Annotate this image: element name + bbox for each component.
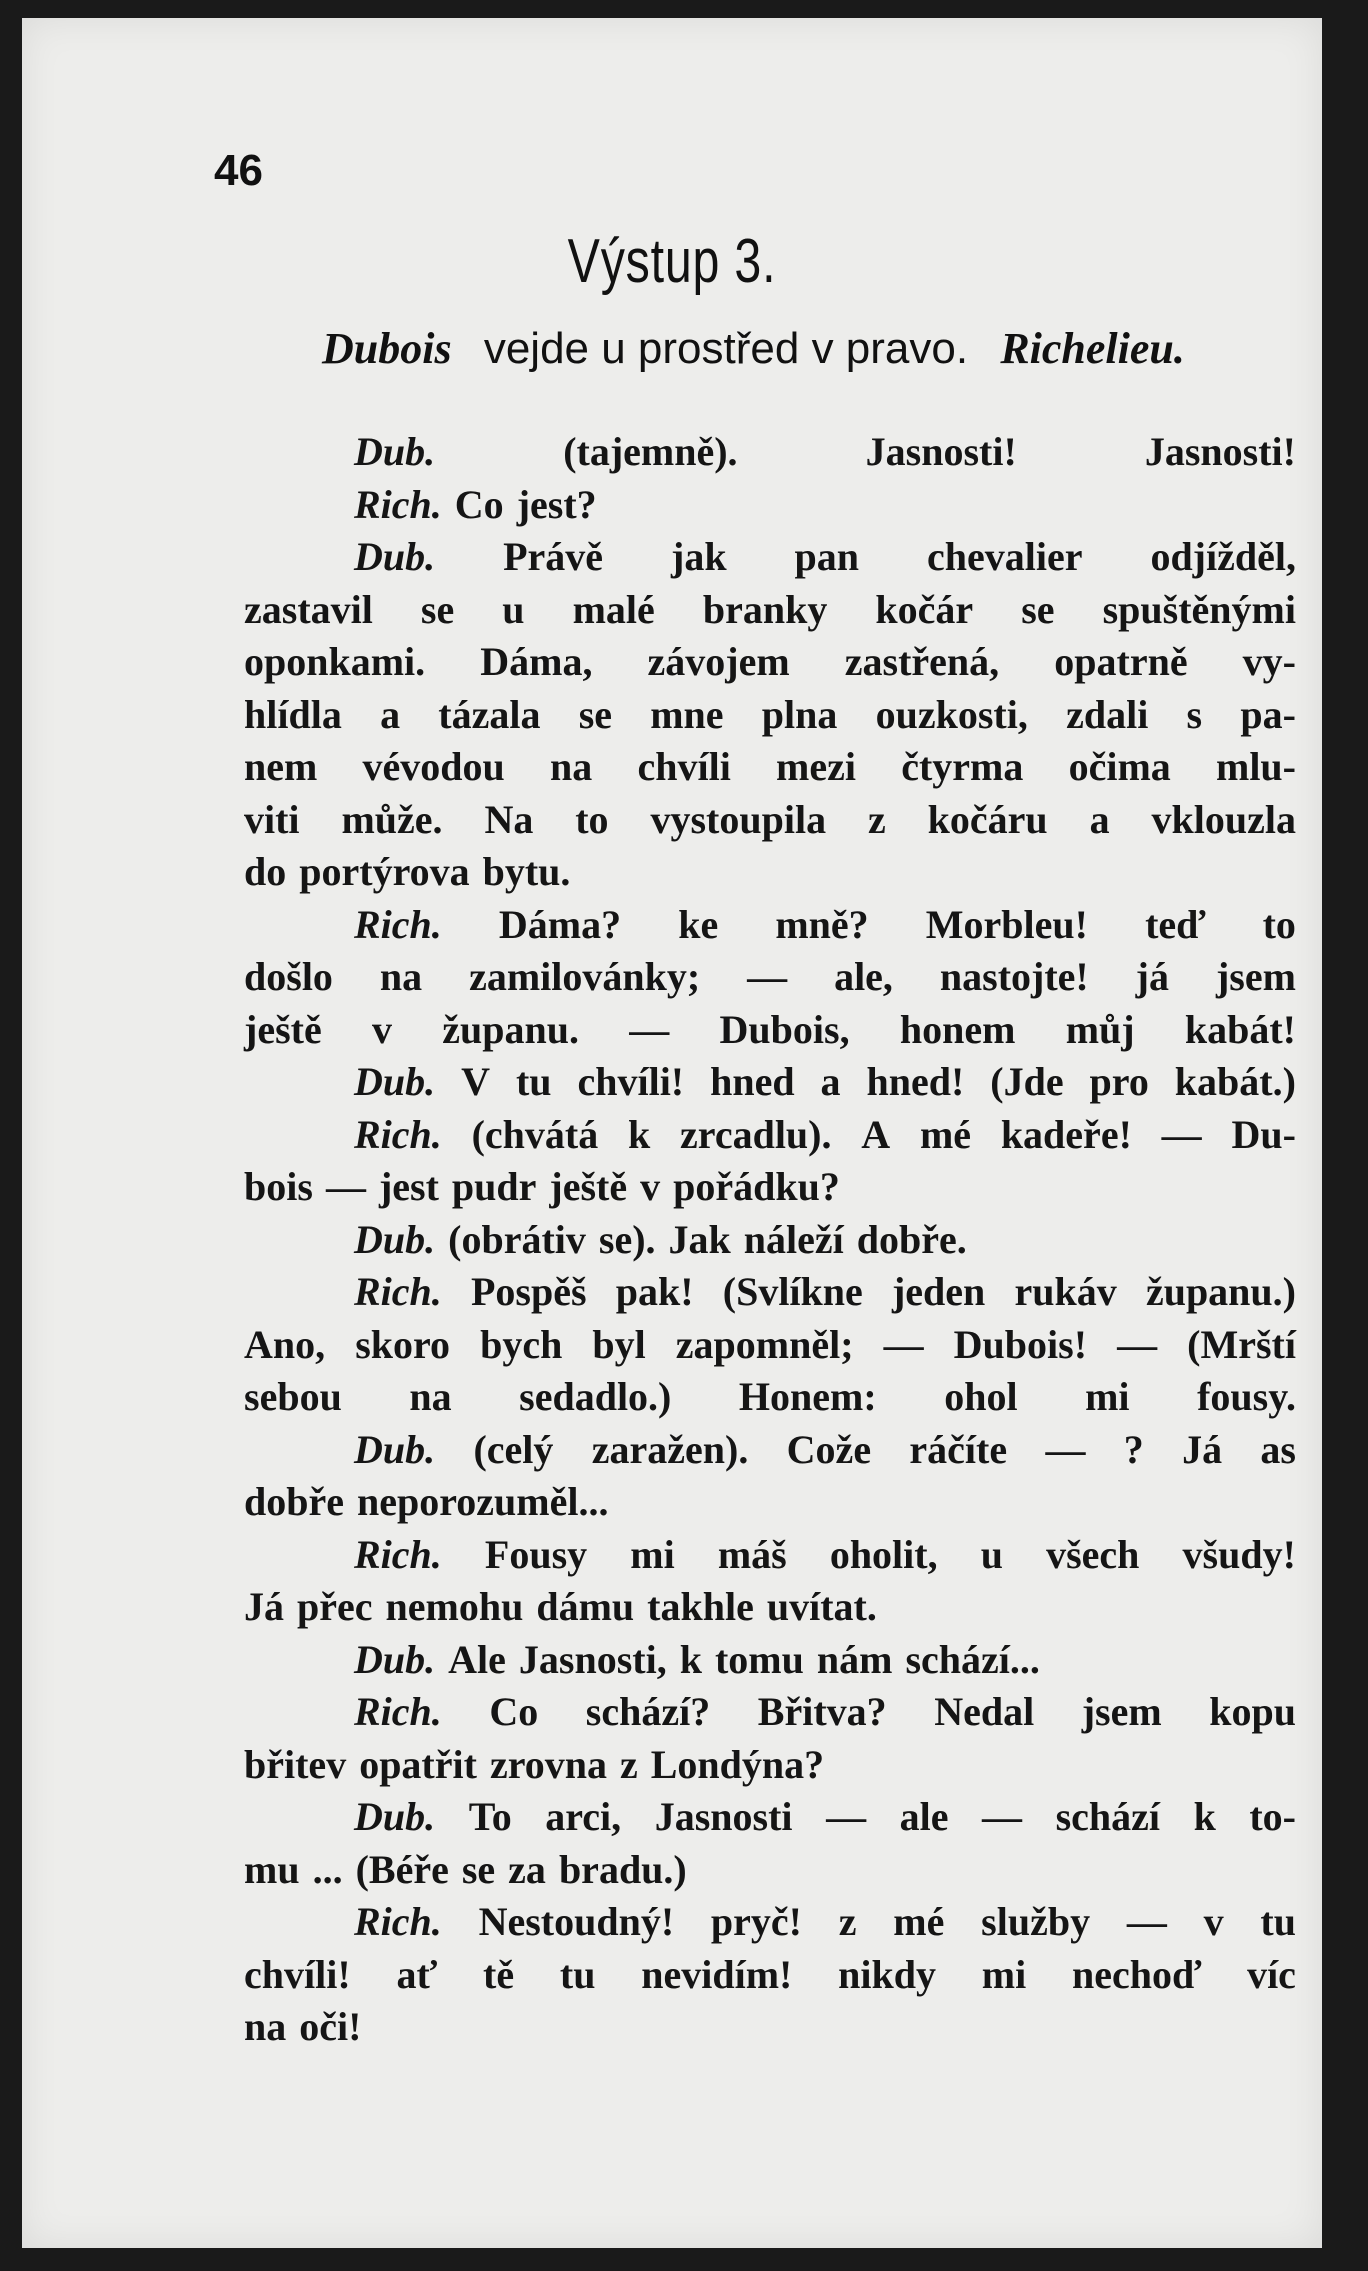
word: Londýna? xyxy=(650,1741,825,1787)
word: pořádku? xyxy=(673,1164,840,1209)
word: schází... xyxy=(905,1636,1040,1682)
text-line xyxy=(244,1056,1296,1109)
word: V xyxy=(461,1059,490,1104)
word: se). xyxy=(598,1216,656,1262)
word: mne xyxy=(650,691,724,737)
word: závojem xyxy=(647,639,790,684)
word: Pospěš xyxy=(470,1269,587,1314)
word: nechoď xyxy=(1071,1951,1202,1997)
word: mé xyxy=(919,1111,972,1157)
text-line xyxy=(244,1791,1296,1844)
word: zdali xyxy=(1066,691,1149,737)
text-line xyxy=(244,584,1296,637)
word: kadeře! xyxy=(1000,1111,1132,1157)
word: schází xyxy=(1055,1794,1161,1839)
word: bradu.) xyxy=(558,1846,687,1892)
word: honem xyxy=(899,1006,1016,1052)
text-line xyxy=(244,1004,1296,1057)
word: zrcadlu). xyxy=(680,1111,832,1157)
speaker-name: Dub. xyxy=(354,534,436,579)
word: a xyxy=(380,691,401,737)
word: A xyxy=(861,1111,891,1157)
word: Morbleu! xyxy=(925,901,1088,947)
text-line xyxy=(244,741,1296,794)
word: Co xyxy=(454,481,504,527)
word: mi xyxy=(1085,1374,1130,1419)
word: branky xyxy=(702,586,828,632)
word: Nedal xyxy=(934,1689,1035,1734)
word: sebou xyxy=(244,1374,342,1419)
word: hlídla xyxy=(244,691,342,737)
word: opatrně xyxy=(1054,639,1188,684)
word: To xyxy=(468,1794,512,1839)
word: se xyxy=(420,586,455,632)
word: vystoupila xyxy=(650,796,827,842)
text-line xyxy=(244,2001,1296,2054)
word: mlu- xyxy=(1216,744,1296,789)
word: hned xyxy=(710,1059,795,1104)
word: — xyxy=(1045,1426,1086,1472)
word: schází? xyxy=(585,1689,711,1734)
word: ještě xyxy=(549,1164,628,1209)
word: v xyxy=(371,1006,392,1052)
word: ? xyxy=(1123,1426,1144,1472)
word: nikdy xyxy=(838,1951,936,1997)
word: vévodou xyxy=(362,744,505,789)
stage-name-2: Richelieu. xyxy=(1000,324,1185,373)
word: pan xyxy=(794,534,860,579)
word: u xyxy=(502,586,525,632)
text-line xyxy=(244,1529,1296,1582)
text-line xyxy=(244,951,1296,1004)
word: u xyxy=(980,1531,1003,1577)
word: služby xyxy=(981,1899,1091,1944)
word: oholit, xyxy=(829,1531,938,1577)
word: Cože xyxy=(786,1426,872,1472)
word: k xyxy=(628,1111,651,1157)
scene-heading: Výstup 3. xyxy=(567,227,777,296)
word: s xyxy=(1186,691,1203,737)
word: čtyrma xyxy=(901,744,1024,789)
word: k xyxy=(1193,1794,1216,1839)
word: nemohu xyxy=(385,1584,524,1629)
page-number: 46 xyxy=(214,146,263,195)
word: Nestoudný! xyxy=(478,1899,675,1944)
word: — xyxy=(883,1321,924,1367)
word: vy- xyxy=(1242,639,1296,684)
text-line xyxy=(244,1844,1296,1897)
word: ke xyxy=(678,901,719,947)
word: nám xyxy=(816,1636,893,1682)
word: víc xyxy=(1247,1951,1296,1997)
text-line xyxy=(244,1896,1296,1949)
word: mé xyxy=(893,1899,945,1944)
stage-direction xyxy=(322,323,1242,374)
word: zastavil xyxy=(244,586,373,632)
word: Jasnosti, xyxy=(518,1636,667,1682)
word: tu xyxy=(559,1951,596,1997)
word: nevidím! xyxy=(641,1951,793,1997)
text-line xyxy=(244,1161,1296,1214)
word: arci, xyxy=(545,1794,622,1839)
word: všudy! xyxy=(1182,1531,1296,1577)
text-line xyxy=(244,1476,1296,1529)
word: dobře xyxy=(244,1479,344,1524)
word: na xyxy=(550,744,593,789)
word: jest? xyxy=(516,481,597,527)
word: k xyxy=(679,1636,702,1682)
word: županu. xyxy=(442,1006,579,1052)
word: břitev xyxy=(244,1741,347,1787)
stage-name-1: Dubois xyxy=(322,324,452,373)
text-line xyxy=(244,1634,1296,1687)
word: kabát! xyxy=(1184,1006,1296,1052)
word: fousy. xyxy=(1197,1374,1296,1419)
word: máš xyxy=(717,1531,787,1577)
word: to xyxy=(1262,901,1296,947)
word: chevalier xyxy=(926,534,1083,579)
word: Já xyxy=(244,1584,284,1629)
word: ... xyxy=(312,1846,343,1892)
word: jsem xyxy=(1215,954,1296,999)
text-line xyxy=(244,531,1296,584)
word: Dubois, xyxy=(719,1006,850,1052)
text-line xyxy=(244,636,1296,689)
text-line xyxy=(244,1581,1296,1634)
word: jsem xyxy=(1081,1689,1162,1734)
word: viti xyxy=(244,796,300,842)
text-line xyxy=(244,1266,1296,1319)
word: — xyxy=(747,954,788,999)
word: plna xyxy=(761,691,838,737)
speaker-name: Dub. xyxy=(354,1059,436,1104)
word: nastojte! xyxy=(939,954,1089,999)
word: náleží xyxy=(743,1216,844,1262)
speaker-name: Rich. xyxy=(354,1689,442,1734)
word: Du- xyxy=(1231,1111,1296,1157)
word: to xyxy=(575,796,609,842)
word: chvíli! xyxy=(244,1951,351,1997)
word: oponkami. xyxy=(244,639,426,684)
word: ráčíte xyxy=(909,1426,1008,1472)
word: do xyxy=(244,849,287,894)
speaker-name: Dub. xyxy=(354,1636,436,1682)
text-line xyxy=(244,1319,1296,1372)
word: Dáma? xyxy=(498,901,622,947)
word: na xyxy=(409,1374,452,1419)
word: pro xyxy=(1089,1059,1149,1104)
word: mi xyxy=(981,1951,1027,1997)
word: ouzkosti, xyxy=(875,691,1028,737)
word: neporozuměl... xyxy=(357,1479,609,1524)
word: (Svlíkne xyxy=(722,1269,863,1314)
word: Břitva? xyxy=(757,1689,887,1734)
word: — xyxy=(629,1006,670,1052)
word: zaražen). xyxy=(591,1426,749,1472)
word: portýrova xyxy=(299,849,470,894)
text-line xyxy=(244,1371,1296,1424)
word: pa- xyxy=(1240,691,1296,737)
word: Jasnosti! xyxy=(865,429,1017,474)
word: zapomněl; xyxy=(675,1321,854,1367)
word: Honem: xyxy=(738,1374,877,1419)
text-line xyxy=(244,846,1296,899)
speaker-name: Rich. xyxy=(354,1531,442,1577)
word: (chvátá xyxy=(471,1111,599,1157)
word: — xyxy=(325,1164,366,1209)
speaker-name: Rich. xyxy=(354,481,442,527)
word: (celý xyxy=(473,1426,554,1472)
speaker-name: Rich. xyxy=(354,901,442,947)
word: z xyxy=(619,1741,638,1787)
word: z xyxy=(838,1899,857,1944)
word: rukáv xyxy=(1014,1269,1117,1314)
word: (Mrští xyxy=(1187,1321,1296,1367)
word: ale xyxy=(899,1794,949,1839)
word: kopu xyxy=(1209,1689,1296,1734)
word: Jasnosti! xyxy=(1144,429,1296,474)
text-line xyxy=(244,1424,1296,1477)
word: (obrátiv xyxy=(448,1216,586,1262)
word: a xyxy=(820,1059,841,1104)
word: bytu. xyxy=(482,849,571,894)
word: — xyxy=(982,1794,1023,1839)
word: jeden xyxy=(891,1269,986,1314)
word: kočáru xyxy=(927,796,1048,842)
word: skoro xyxy=(355,1321,451,1367)
word: z xyxy=(867,796,886,842)
word: kabát.) xyxy=(1174,1059,1296,1104)
word: na xyxy=(379,954,423,999)
word: v xyxy=(640,1164,661,1209)
text-line xyxy=(244,1949,1296,2002)
text-line xyxy=(244,479,1296,532)
word: zrovna xyxy=(489,1741,607,1787)
word: Na xyxy=(484,796,534,842)
word: takhle xyxy=(647,1584,754,1629)
word: Co xyxy=(489,1689,539,1734)
word: dámu xyxy=(536,1584,635,1629)
word: já xyxy=(1135,954,1169,999)
word: — xyxy=(826,1794,867,1839)
word: tázala xyxy=(438,691,541,737)
text-line xyxy=(244,1686,1296,1739)
word: opatřit xyxy=(359,1741,477,1787)
word: došlo xyxy=(244,954,333,999)
word: kočár xyxy=(875,586,974,632)
word: tě xyxy=(483,1951,515,1997)
word: malé xyxy=(572,586,655,632)
word: Ano, xyxy=(244,1321,326,1367)
word: (Béře xyxy=(355,1846,449,1892)
text-line xyxy=(244,899,1296,952)
word: mi xyxy=(630,1531,675,1577)
speaker-name: Dub. xyxy=(354,429,436,474)
dialogue-body xyxy=(244,426,1296,2054)
word: mu xyxy=(244,1846,300,1892)
word: zastřená, xyxy=(844,639,1000,684)
word: as xyxy=(1260,1426,1296,1472)
speaker-name: Dub. xyxy=(354,1216,436,1262)
speaker-name: Rich. xyxy=(354,1899,442,1944)
word: všech xyxy=(1046,1531,1140,1577)
word: a xyxy=(1089,796,1110,842)
word: mezi xyxy=(776,744,856,789)
word: uvítat. xyxy=(766,1584,877,1629)
word: za xyxy=(508,1846,546,1892)
word: jak xyxy=(671,534,727,579)
word: na xyxy=(244,2004,287,2049)
word: — xyxy=(1161,1111,1202,1157)
word: ohol xyxy=(944,1374,1018,1419)
speaker-name: Rich. xyxy=(354,1269,442,1314)
word: spuštěnými xyxy=(1102,586,1296,632)
word: (Jde xyxy=(990,1059,1064,1104)
text-line xyxy=(244,1739,1296,1792)
word: oči! xyxy=(299,2004,362,2049)
word: chvíli xyxy=(637,744,731,789)
word: očima xyxy=(1068,744,1171,789)
word: teď xyxy=(1145,901,1206,947)
word: Dubois! xyxy=(953,1321,1088,1367)
word: Já xyxy=(1182,1426,1223,1472)
text-line xyxy=(244,689,1296,742)
word: Fousy xyxy=(484,1531,588,1577)
word: bois xyxy=(244,1164,313,1209)
word: Právě xyxy=(503,534,604,579)
word: ale, xyxy=(834,954,893,999)
word: byl xyxy=(592,1321,646,1367)
word: Ale xyxy=(448,1636,506,1682)
word: vklouzla xyxy=(1151,796,1296,842)
word: — xyxy=(1117,1321,1158,1367)
word: v xyxy=(1203,1899,1224,1944)
word: se xyxy=(578,691,613,737)
word: hned! xyxy=(866,1059,965,1104)
word: tu xyxy=(515,1059,552,1104)
word: pak! xyxy=(615,1269,694,1314)
word: odjížděl, xyxy=(1150,534,1296,579)
word: chvíli! xyxy=(577,1059,685,1104)
speaker-name: Rich. xyxy=(354,1111,442,1157)
speaker-name: Dub. xyxy=(354,1794,436,1839)
text-line xyxy=(244,794,1296,847)
word: dobře. xyxy=(856,1216,967,1262)
word: bych xyxy=(480,1321,563,1367)
word: se xyxy=(1021,586,1055,632)
word: tu xyxy=(1260,1899,1296,1944)
stage-text: vejde u prostřed v pravo. xyxy=(483,324,969,373)
word: sedadlo.) xyxy=(519,1374,672,1419)
word: Jak xyxy=(668,1216,731,1262)
word: — xyxy=(1126,1899,1167,1944)
word: Dáma, xyxy=(480,639,593,684)
word: přec xyxy=(297,1584,373,1629)
speaker-name: Dub. xyxy=(354,1426,436,1472)
book-page xyxy=(22,18,1322,2248)
text-line xyxy=(244,426,1296,479)
text-line xyxy=(244,1109,1296,1162)
word: pudr xyxy=(451,1164,537,1209)
word: může. xyxy=(341,796,443,842)
word: Jasnosti xyxy=(654,1794,793,1839)
word: mně? xyxy=(775,901,869,947)
word: se xyxy=(461,1846,496,1892)
word: jest xyxy=(378,1164,439,1209)
word: nem xyxy=(244,744,318,789)
word: zamilovánky; xyxy=(469,954,701,999)
word: to- xyxy=(1249,1794,1296,1839)
word: tomu xyxy=(714,1636,804,1682)
word: (tajemně). xyxy=(563,429,738,474)
word: ať xyxy=(396,1951,438,1997)
text-line xyxy=(244,1214,1296,1267)
word: pryč! xyxy=(710,1899,802,1944)
word: můj xyxy=(1065,1006,1135,1052)
word: ještě xyxy=(244,1006,322,1052)
word: županu.) xyxy=(1145,1269,1296,1314)
